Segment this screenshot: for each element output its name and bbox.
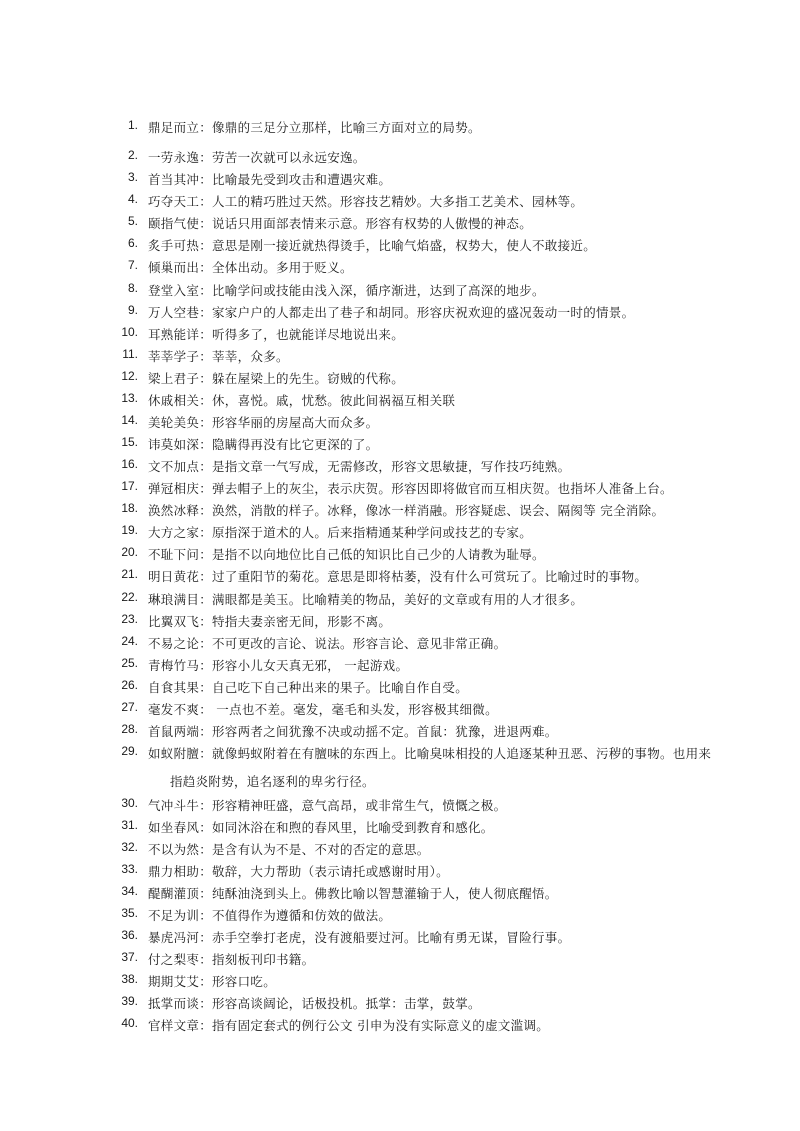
item-text: 抵掌而谈：形容高谈阔论，话极投机。抵掌：击掌，鼓掌。 [148, 996, 481, 1011]
item-text: 莘莘学子：莘莘，众多。 [148, 349, 289, 364]
item-number: 32. [121, 840, 138, 854]
item-text: 文不加点：是指文章一气写成，无需修改，形容文思敏捷，写作技巧纯熟。 [148, 459, 571, 474]
item-number: 26. [121, 678, 138, 692]
item-text: 暴虎冯河：赤手空拳打老虎，没有渡船要过河。比喻有勇无谋，冒险行事。 [148, 930, 571, 945]
item-number: 7. [127, 258, 138, 272]
item-text: 如坐春风：如同沐浴在和煦的春风里，比喻受到教育和感化。 [148, 820, 494, 835]
item-text: 不耻下问：是指不以向地位比自己低的知识比自己少的人请教为耻辱。 [148, 547, 545, 562]
item-text: 登堂入室：比喻学问或技能由浅入深，循序渐进，达到了高深的地步。 [148, 283, 545, 298]
item-text: 美轮美奂：形容华丽的房屋高大而众多。 [148, 415, 379, 430]
item-number: 8. [127, 281, 138, 295]
item-text: 颐指气使：说话只用面部表情来示意。形容有权势的人傲慢的神态。 [148, 216, 533, 231]
item-number: 5. [127, 214, 138, 228]
item-text: 青梅竹马：形容小儿女天真无邪， 一起游戏。 [148, 658, 409, 673]
item-text: 期期艾艾：形容口吃。 [148, 974, 277, 989]
item-text: 首当其冲：比喻最先受到攻击和遭遇灾难。 [148, 172, 392, 187]
item-number: 27. [121, 700, 138, 714]
item-number: 38. [121, 972, 138, 986]
item-number: 13. [121, 391, 138, 405]
item-text: 倾巢而出：全体出动。多用于贬义。 [148, 260, 353, 275]
item-text-continuation: 指趋炎附势，追名逐利的卑劣行径。 [170, 774, 375, 789]
item-number: 40. [121, 1016, 138, 1030]
item-number: 21. [121, 567, 138, 581]
item-number: 33. [121, 862, 138, 876]
item-text: 不足为训：不值得作为遵循和仿效的做法。 [148, 908, 392, 923]
item-number: 10. [121, 325, 138, 339]
item-number: 22. [121, 590, 138, 604]
item-text: 讳莫如深：隐瞒得再没有比它更深的了。 [148, 437, 379, 452]
item-number: 35. [121, 906, 138, 920]
item-text: 明日黄花：过了重阳节的菊花。意思是即将枯萎，没有什么可赏玩了。比喻过时的事物。 [148, 569, 648, 584]
item-text: 官样文章：指有固定套式的例行公文 引申为没有实际意义的虚文滥调。 [148, 1018, 550, 1033]
item-number: 34. [121, 884, 138, 898]
item-number: 16. [121, 457, 138, 471]
item-number: 29. [121, 744, 138, 758]
item-number: 9. [127, 303, 138, 317]
item-number: 39. [121, 994, 138, 1008]
item-number: 15. [121, 435, 138, 449]
item-text: 如蚁附膻：就像蚂蚁附着在有膻味的东西上。比喻臭味相投的人追逐某种丑恶、污秽的事物。也用来 [148, 746, 712, 761]
item-text: 万人空巷：家家户户的人都走出了巷子和胡同。形容庆祝欢迎的盛况轰动一时的情景。 [148, 305, 635, 320]
item-text: 涣然冰释：涣然，消散的样子。冰释，像冰一样消融。形容疑虑、误会、隔阂等 完全消除。 [148, 503, 665, 518]
item-number: 37. [121, 950, 138, 964]
item-text: 气冲斗牛：形容精神旺盛，意气高昂，或非常生气，愤慨之极。 [148, 798, 507, 813]
item-text: 耳熟能详：听得多了，也就能详尽地说出来。 [148, 327, 405, 342]
item-number: 36. [121, 928, 138, 942]
item-text: 不易之论：不可更改的言论、说法。形容言论、意见非常正确。 [148, 636, 507, 651]
item-number: 4. [127, 192, 138, 206]
item-number: 19. [121, 523, 138, 537]
item-text: 巧夺天工：人工的精巧胜过天然。形容技艺精妙。大多指工艺美术、园林等。 [148, 194, 584, 209]
item-text: 一劳永逸：劳苦一次就可以永远安逸。 [148, 150, 366, 165]
item-text: 自食其果：自己吃下自己种出来的果子。比喻自作自受。 [148, 680, 469, 695]
item-text: 不以为然：是含有认为不是、不对的否定的意思。 [148, 842, 430, 857]
item-text: 鼎足而立：像鼎的三足分立那样，比喻三方面对立的局势。 [148, 120, 481, 135]
item-number: 1. [127, 118, 138, 132]
item-text: 首鼠两端：形容两者之间犹豫不决或动摇不定。首鼠：犹豫，进退两难。 [148, 724, 558, 739]
item-number: 18. [121, 501, 138, 515]
item-text: 大方之家：原指深于道术的人。后来指精通某种学问或技艺的专家。 [148, 525, 533, 540]
item-number: 2. [127, 148, 138, 162]
item-text: 比翼双飞：特指夫妻亲密无间，形影不离。 [148, 614, 392, 629]
item-number: 31. [121, 818, 138, 832]
item-number: 17. [121, 479, 138, 493]
item-text: 付之梨枣：指刻板刊印书籍。 [148, 952, 315, 967]
item-text: 炙手可热：意思是刚一接近就热得烫手，比喻气焰盛，权势大，使人不敢接近。 [148, 238, 597, 253]
item-number: 11. [122, 347, 138, 361]
item-text: 鼎力相助：敬辞，大力帮助（表示请托或感谢时用）。 [148, 864, 449, 879]
item-number: 20. [121, 545, 138, 559]
item-text: 休戚相关：休，喜悦。戚，忧愁。彼此间祸福互相关联 [148, 393, 456, 408]
item-text: 弹冠相庆：弹去帽子上的灰尘，表示庆贺。形容因即将做官而互相庆贺。也指坏人准备上台。 [148, 481, 673, 496]
item-number: 23. [121, 612, 138, 626]
item-number: 3. [127, 170, 138, 184]
item-number: 28. [121, 722, 138, 736]
item-text: 琳琅满目：满眼都是美玉。比喻精美的物品，美好的文章或有用的人才很多。 [148, 592, 584, 607]
item-text: 醍醐灌顶：纯酥油浇到头上。佛教比喻以智慧灌输于人，使人彻底醒悟。 [148, 886, 558, 901]
item-number: 12. [121, 369, 138, 383]
item-number: 25. [121, 656, 138, 670]
item-number: 24. [121, 634, 138, 648]
item-text: 毫发不爽： 一点也不差。毫发，毫毛和头发，形容极其细微。 [148, 702, 498, 717]
item-text: 梁上君子：躲在屋梁上的先生。窃贼的代称。 [148, 371, 405, 386]
item-number: 14. [121, 413, 138, 427]
item-number: 6. [127, 236, 138, 250]
item-number: 30. [121, 796, 138, 810]
